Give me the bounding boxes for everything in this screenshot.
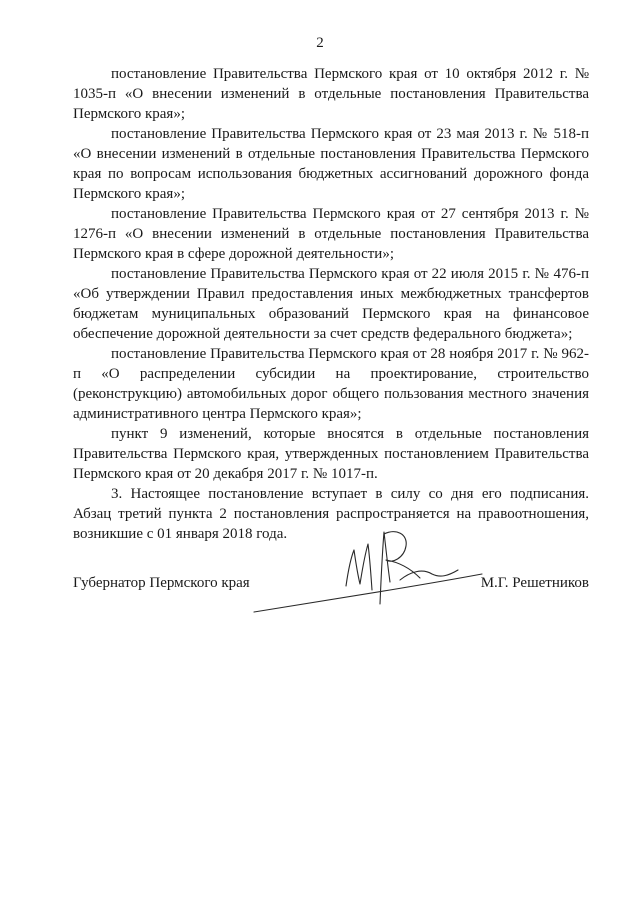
paragraph-4: постановление Правительства Пермского края от 22 июля 2015 г. № 476-п «Об утверждении Правил предоставления иных межбюджетных трансфертов бюджетам муниципальных образований Пермского края на финансовое обеспечение дорожной деятельности за счет средств федерального бюджета»; (73, 266, 589, 342)
signer-name: М.Г. Решетников (480, 575, 589, 591)
paragraph-5: постановление Правительства Пермского края от 28 ноября 2017 г. № 962-п «О распределении субсидии на проектирование, строительство (реконструкцию) автомобильных дорог общего пользования местного значения административного центра Пермского края»; (73, 346, 589, 422)
paragraph-3: постановление Правительства Пермского края от 27 сентября 2013 г. № 1276-п «О внесении изменений в отдельные постановления Правительства Пермского края в сфере дорожной деятельности»; (73, 206, 589, 262)
signer-title: Губернатор Пермского края (73, 575, 250, 591)
paragraph-6: пункт 9 изменений, которые вносятся в отдельные постановления Правительства Пермского края, утвержденных постановлением Правительства Пермского края от 20 декабря 2017 г. № 1017-п. (73, 426, 589, 482)
signature-stroke-loop (384, 532, 420, 578)
paragraph-7-effective-date: 3. Настоящее постановление вступает в силу со дня его подписания. Абзац третий пункта 2 постановления распространяется на правоотношения, возникшие с 01 января 2018 года. (73, 486, 589, 542)
page-number: 2 (316, 35, 324, 51)
paragraph-2: постановление Правительства Пермского края от 23 мая 2013 г. № 518-п «О внесении изменений в отдельные постановления Правительства Пермского края по вопросам использования бюджетных ассигнований дорожного фонда Пермского края»; (73, 126, 589, 202)
signature-block (73, 573, 589, 597)
paragraph-1: постановление Правительства Пермского края от 10 октября 2012 г. № 1035-п «О внесении изменений в отдельные постановления Правительства Пермского края»; (73, 66, 589, 122)
document-body (73, 64, 589, 544)
